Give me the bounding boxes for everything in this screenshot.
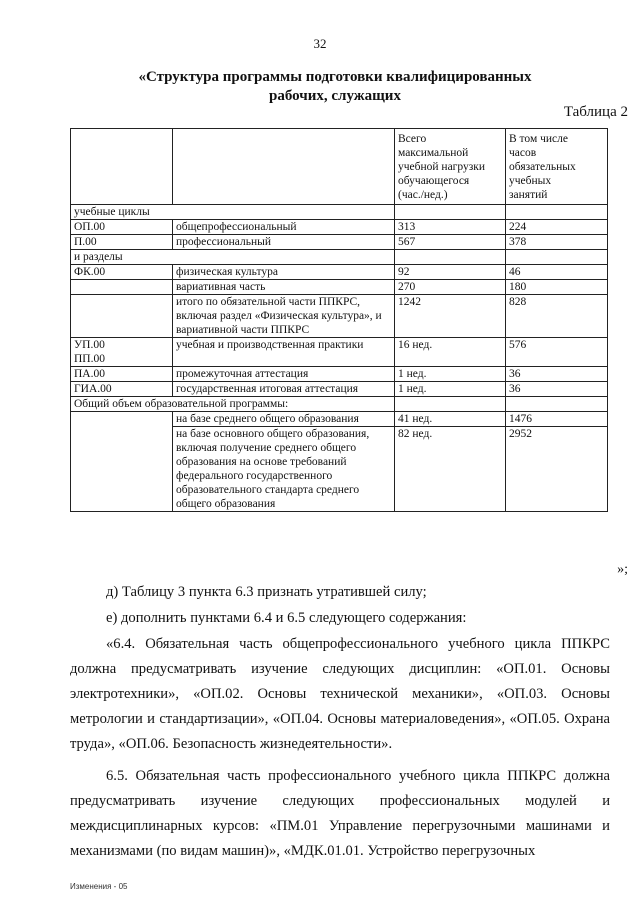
header-row (71, 129, 608, 205)
title-line-2: рабочих, служащих (269, 88, 401, 104)
header-required-hours: В том числе часов обязательных учебных занятий (506, 129, 608, 205)
section-cycles: учебные циклы (71, 205, 608, 220)
footer-note: Изменения - 05 (70, 882, 128, 891)
table-row: на базе среднего общего образования 41 нед. 1476 (71, 412, 608, 427)
table-row: ОП.00 общепрофессиональный 313 224 (71, 220, 608, 235)
table-row: итого по обязательной части ППКРС, включая раздел «Физическая культура», и вариативной части ППКРС 1242 828 (71, 295, 608, 338)
page-number: 32 (313, 36, 327, 51)
paragraph-6-4: «6.4. Обязательная часть общепрофессионального учебного цикла ППКРС должна предусматривать изучение следующих дисциплин: «ОП.01. Основы электротехники», «ОП.02. Основы технической механики», «ОП.03. Основы метрологии и стандартизации», «ОП.04. Основы материаловедения», «ОП.05. Охрана труда», «ОП.06. Безопасность жизнедеятельности». (70, 636, 610, 752)
table-row: вариативная часть 270 180 (71, 280, 608, 295)
paragraph-d: д) Таблицу 3 пункта 6.3 признать утратившей силу; (106, 584, 427, 600)
table-row: П.00 профессиональный 567 378 (71, 235, 608, 250)
document-title (120, 68, 550, 106)
paragraph-e: е) дополнить пунктами 6.4 и 6.5 следующего содержания: (106, 610, 467, 626)
header-total-load: Всего максимальной учебной нагрузки обучающегося (час./нед.) (395, 129, 506, 205)
table-row: УП.00 ПП.00 учебная и производственная практики 16 нед. 576 (71, 338, 608, 367)
section-divisions: и разделы (71, 250, 608, 265)
table-label: Таблица 2 (563, 104, 628, 120)
table-row: на базе основного общего образования, включая получение среднего общего образования на основе требований федерального государственного образовательного стандарта среднего общего образования 82 нед. 2952 (71, 427, 608, 512)
table-row: ПА.00 промежуточная аттестация 1 нед. 36 (71, 367, 608, 382)
program-structure-table (70, 128, 608, 512)
title-line-1: «Структура программы подготовки квалифицированных (138, 69, 532, 85)
section-total: Общий объем образовательной программы: (71, 397, 608, 412)
closing-quote: »; (617, 562, 628, 577)
table-row: ГИА.00 государственная итоговая аттестация 1 нед. 36 (71, 382, 608, 397)
table-row: ФК.00 физическая культура 92 46 (71, 265, 608, 280)
paragraph-6-5: 6.5. Обязательная часть профессионального учебного цикла ППКРС должна предусматривать изучение следующих профессиональных модулей и междисциплинарных курсов: «ПМ.01 Управление перегрузочными машинами и механизмами (по видам машин)», «МДК.01.01. Устройство перегрузочных (70, 768, 610, 859)
